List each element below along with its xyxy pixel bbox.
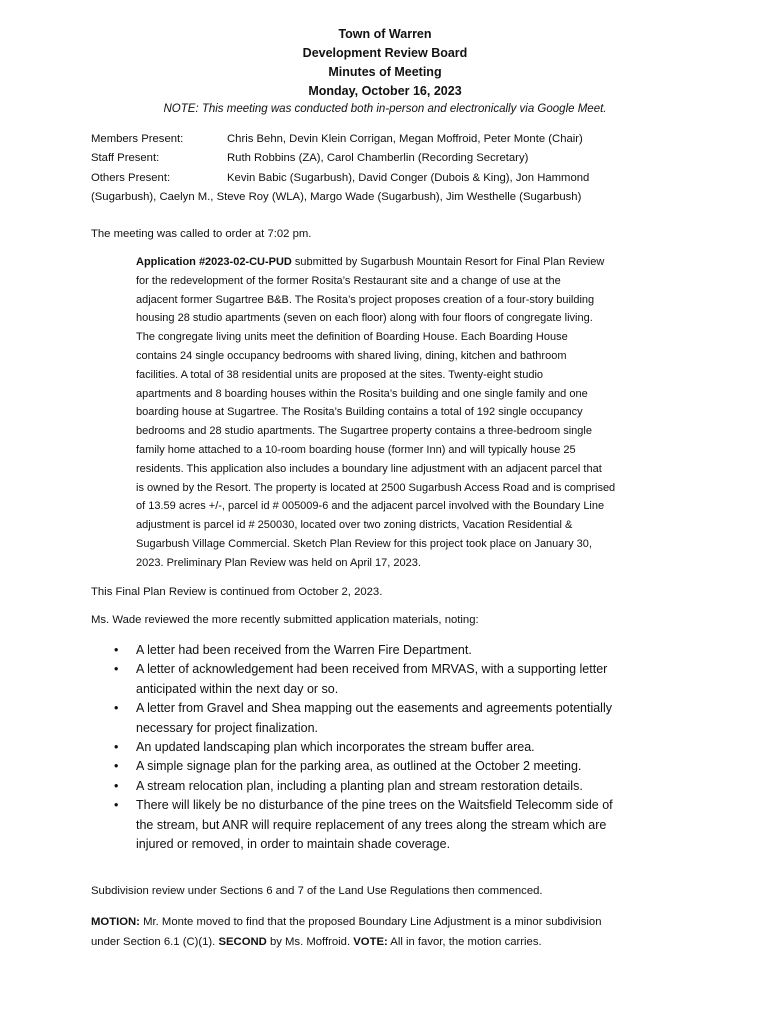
bullet-glyph: • — [114, 778, 119, 793]
document-header — [0, 25, 770, 101]
application-line: bedrooms and 28 studio apartments. The Sugartree property contains a three-bedroom single — [136, 425, 592, 438]
subdivision-review: Subdivision review under Sections 6 and 7 of the Land Use Regulations then commenced. — [91, 885, 543, 897]
application-line: adjacent former Sugartree B&B. The Rosita’s project proposes creation of a four-story building — [136, 293, 595, 306]
bullet-item: • A stream relocation plan, including a planting plan and stream restoration details. — [112, 777, 682, 796]
motion-label: MOTION: — [91, 916, 140, 928]
others-names-line1: Kevin Babic (Sugarbush), David Conger (Dubois & King), Jon Hammond — [227, 171, 590, 184]
application-line: of 13.59 acres +/-, parcel id # 005009-6 and the adjacent parcel involved with the Boundary Line — [136, 500, 605, 513]
application-line: contains 24 single occupancy bedrooms with shared living, dining, kitchen and bathroom — [136, 349, 567, 362]
bullet-item: • A letter from Gravel and Shea mapping out the easements and agreements potentially necessary for project finalization. — [114, 701, 612, 735]
members-label: Members Present: — [91, 133, 184, 145]
town-title: Town of Warren — [338, 27, 432, 41]
motion-line-1: MOTION: Mr. Monte moved to find that the proposed Boundary Line Adjustment is a minor subdivision — [91, 916, 602, 928]
members-names: Chris Behn, Devin Klein Corrigan, Megan Moffroid, Peter Monte (Chair) — [227, 133, 583, 145]
minutes-title: Minutes of Meeting — [328, 65, 442, 79]
meeting-note: NOTE: This meeting was conducted both in-person and electronically via Google Meet. — [163, 103, 607, 115]
staff-names: Ruth Robbins (ZA), Carol Chamberlin (Recording Secretary) — [227, 152, 529, 165]
application-line-0: Application #2023-02-CU-PUD submitted by Sugarbush Mountain Resort for Final Plan Review — [136, 256, 605, 268]
bullet-glyph: • — [114, 759, 119, 774]
application-line: is owned by the Resort. The property is located at 2500 Sugarbush Access Road and is comprised — [136, 481, 616, 494]
call-to-order: The meeting was called to order at 7:02 pm. — [91, 228, 312, 240]
review-bullet-list — [112, 641, 682, 854]
application-line: adjustment is parcel id # 250030, located over two zoning districts, Vacation Residential & — [136, 519, 573, 532]
staff-row — [91, 149, 651, 168]
application-line: Sugarbush Village Commercial. Sketch Plan Review for this project took place on January 30, — [136, 537, 592, 550]
review-intro: Ms. Wade reviewed the more recently submitted application materials, noting: — [91, 614, 479, 626]
meeting-date: Monday, October 16, 2023 — [308, 84, 462, 98]
application-line: facilities. A total of 38 residential units are proposed at the sites. Twenty-eight studio — [136, 368, 544, 381]
bullet-item: • There will likely be no disturbance of the pine trees on the Waitsfield Telecomm side of the stream, but ANR will require replacement of any trees along the stream which are injured or removed, in order to maintain shade coverage. — [114, 798, 613, 852]
continued-note: This Final Plan Review is continued from October 2, 2023. — [91, 586, 383, 598]
attendance-block — [91, 130, 651, 207]
staff-label: Staff Present: — [91, 152, 160, 165]
members-row — [91, 130, 651, 149]
second-label: SECOND — [218, 935, 267, 948]
bullet-glyph: • — [114, 798, 119, 813]
vote-label: VOTE: — [353, 935, 388, 948]
bullet-glyph: • — [114, 740, 119, 755]
bullet-item: • An updated landscaping plan which incorporates the stream buffer area. — [112, 738, 682, 757]
others-row — [91, 169, 651, 188]
motion-line-2: under Section 6.1 (C)(1). SECOND by Ms. Moffroid. VOTE: All in favor, the motion carries. — [91, 935, 542, 948]
application-line: residents. This application also includes a boundary line adjustment with an adjacent parcel that — [136, 462, 602, 475]
application-id: Application #2023-02-CU-PUD — [136, 256, 292, 268]
others-label: Others Present: — [91, 171, 171, 184]
application-line: housing 28 studio apartments (seven on each floor) along with four floors of congregate living. — [136, 312, 593, 325]
application-line: The congregate living units meet the definition of Boarding House. Each Boarding House — [136, 331, 568, 344]
bullet-glyph: • — [114, 643, 119, 657]
application-line: boarding house at Sugartree. The Rosita’s Building contains a total of 192 single occupancy — [136, 406, 583, 419]
bullet-glyph: • — [114, 701, 119, 716]
application-paragraph — [136, 253, 684, 573]
application-line: 2023. Preliminary Plan Review was held on April 17, 2023. — [136, 556, 421, 569]
application-line: apartments and 8 boarding houses within the Rosita’s building and one single family and one — [136, 387, 588, 400]
bullet-glyph: • — [114, 662, 119, 677]
others-names-line2: (Sugarbush), Caelyn M., Steve Roy (WLA), Margo Wade (Sugarbush), Jim Westhelle (Sugarbush) — [91, 190, 582, 203]
application-line: family home attached to a 10-room boarding house (former Inn) and will typically house 25 — [136, 443, 576, 456]
board-title: Development Review Board — [302, 46, 468, 60]
bullet-item: • A letter of acknowledgement had been received from MRVAS, with a supporting letter anticipated within the next day or so. — [114, 662, 608, 696]
motion-paragraph — [91, 913, 691, 952]
application-line: for the redevelopment of the former Rosita’s Restaurant site and a change of use at the — [136, 274, 561, 287]
bullet-item: • A letter had been received from the Warren Fire Department. — [112, 641, 682, 660]
bullet-item: • A simple signage plan for the parking area, as outlined at the October 2 meeting. — [112, 757, 682, 776]
